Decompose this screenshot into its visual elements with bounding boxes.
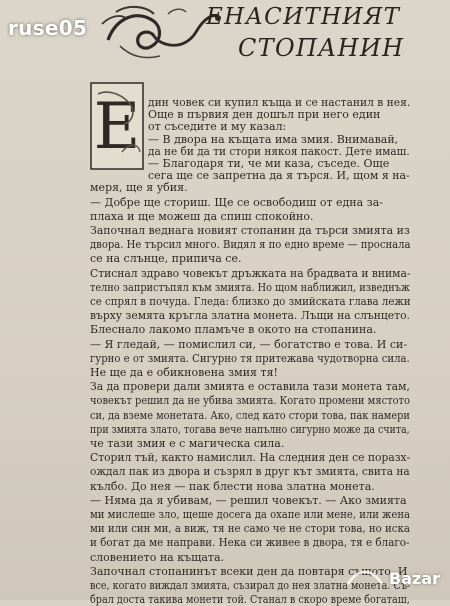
text-line: човекът решил да не убива змията. Когато промени мястото xyxy=(90,394,410,408)
text-line: се на слънце, припича се. xyxy=(90,252,242,266)
text-line: Стиснал здраво човекът дръжката на брадвата и внима- xyxy=(90,266,411,280)
text-line: — Добре ще сториш. Ще се освободиш от една за- xyxy=(90,195,383,209)
text-line: се спрял в почуда. Гледа: близко до змийската глава лежи xyxy=(90,295,411,308)
text-line: телно запристъпял към змията. Но щом наближил, изведнъж xyxy=(90,280,410,294)
text-line: брал доста такива монети той. Станал в скоро време богаташ, xyxy=(90,593,410,606)
story-title-line2: СТОПАНИН xyxy=(238,34,405,62)
text-line: — Няма да я убивам, — решил човекът. — Ако змията xyxy=(90,493,407,507)
text-line: Сторил тъй, както намислил. На следния ден се поразх- xyxy=(90,451,411,465)
text-line: плаха и ще можеш да спиш спокойно. xyxy=(90,209,314,223)
text-line: и богат да ме направи. Нека си живее в двора, тя е благо- xyxy=(90,536,410,550)
text-line: гурно е от змията. Сигурно тя притежава чудотворна сила. xyxy=(90,351,410,365)
text-line: Не ще да е обикновена змия тя! xyxy=(90,366,278,379)
text-line: дин човек си купил къща и се настанил в нея. xyxy=(148,96,411,109)
text-line: си, да вземе монетата. Ако, след като стори това, пак намери xyxy=(90,408,410,422)
text-line: върху земята кръгла златна монета. Лъщи на слънцето. xyxy=(90,309,410,323)
text-line: — Я гледай, — помислил си, — богатство е това. И си- xyxy=(90,337,408,351)
text-line: Започнал стопанинът всеки ден да повтаря същото. И xyxy=(90,564,408,578)
text-line: сега ще се запретна да я търся. И, щом я на- xyxy=(148,169,410,183)
text-line: меря, ще я убия. xyxy=(90,181,188,195)
watermark-top: ruse05 xyxy=(8,16,88,40)
text-line: при змията злато, тогава вече напълно сигурно може да счита, xyxy=(90,422,410,436)
text-line: — В двора на къщата има змия. Внимавай, xyxy=(148,132,399,146)
text-line: — Благодаря ти, че ми каза, съседе. Още xyxy=(148,157,390,170)
text-line: Блеснало лакомо пламъче в окото на стопанина. xyxy=(90,323,377,337)
story-title-line1: ЕНАСИТНИЯТ xyxy=(206,4,401,30)
text-line: ми мислеше зло, щеше досега да охапе или мене, или жена xyxy=(90,508,411,521)
text-line: двора. Не търсил много. Видял я по едно време — проснала xyxy=(90,238,411,252)
drop-cap-letter: Е xyxy=(93,90,141,164)
text-line: че тази змия е с магическа сила. xyxy=(90,437,285,450)
watermark-bottom: Bazar xyxy=(389,569,440,588)
text-line: Още в първия ден дошъл при него един xyxy=(148,108,381,122)
text-line: от съседите и му казал: xyxy=(148,120,287,134)
text-line: ми или син ми, а виж, тя не само че не стори това, но иска xyxy=(90,522,410,536)
text-line: да не би да ти стори някоя пакост. Дете имаш. xyxy=(148,144,410,158)
ornamental-drop-cap xyxy=(90,82,144,170)
text-line: ождал пак из двора и съзрял в друг кът змията, свита на xyxy=(90,465,410,479)
text-line: За да провери дали змията е оставила тази монета там, xyxy=(90,380,410,394)
text-line: словението на къщата. xyxy=(90,550,225,564)
text-line: кълбо. До нея — пак блести нова златна монета. xyxy=(90,479,375,493)
text-line: Започнал веднага новият стопанин да търси змията из xyxy=(90,224,410,237)
text-line: все, когато виждал змията, съзирал до нея златна монета. Съ- xyxy=(90,579,411,592)
